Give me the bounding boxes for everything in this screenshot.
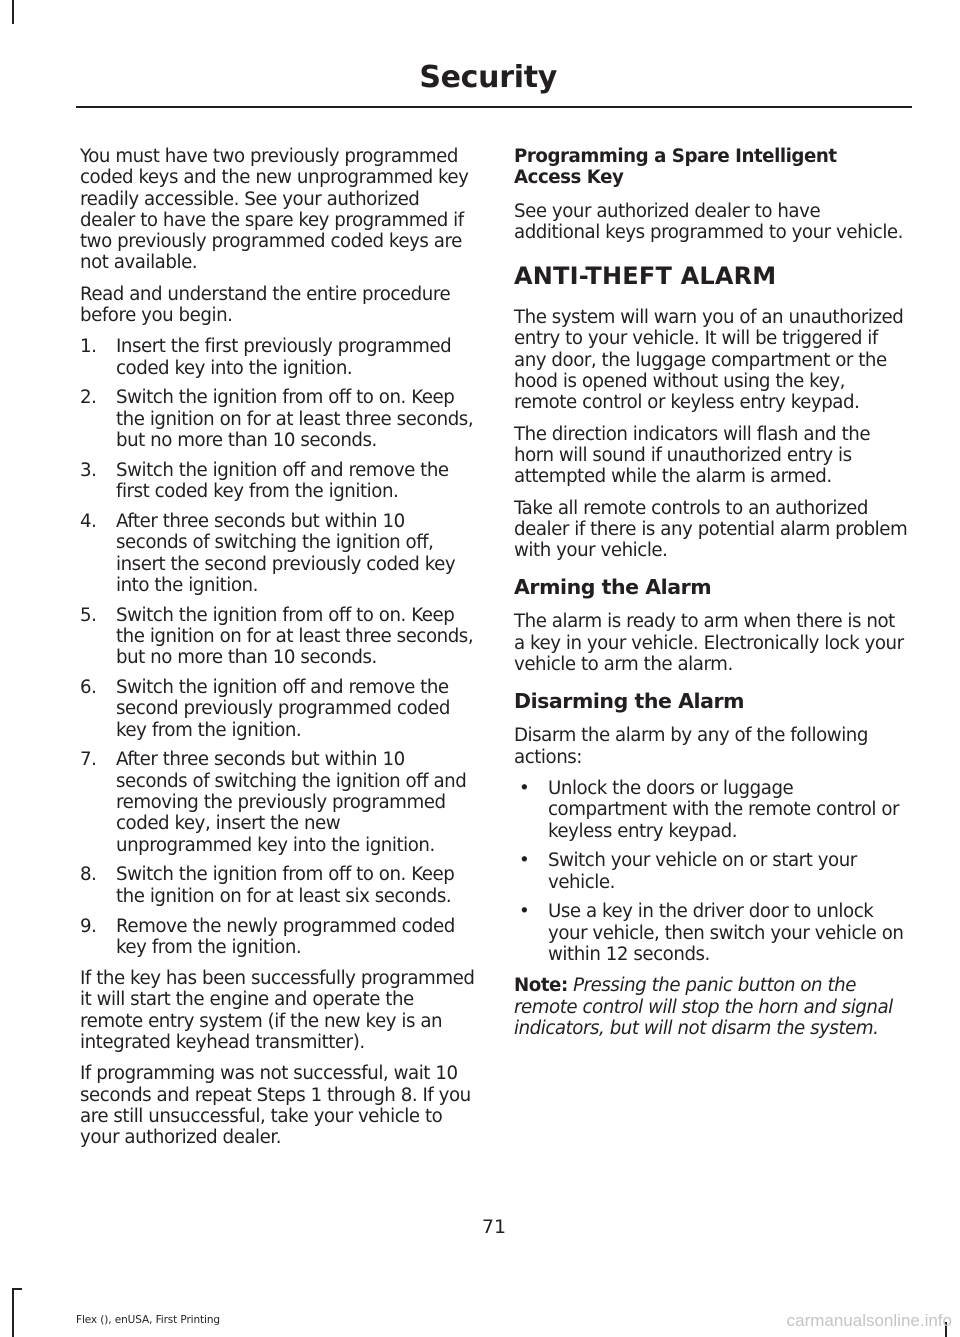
step-item [80, 916, 476, 959]
bullet-icon: • [519, 901, 530, 923]
disarming-list [514, 778, 908, 965]
crop-mark [12, 1288, 14, 1337]
alarm-heading: ANTI-THEFT ALARM [514, 262, 777, 291]
step-number: 9. [80, 915, 97, 937]
list-item-text: Switch your vehicle on or start your vehicle. [548, 850, 857, 893]
step-number: 7. [80, 749, 97, 771]
step-text: Switch the ignition from off to on. Keep the ignition on for at least three seconds, but no more than 10 seconds. [116, 387, 474, 452]
list-item [514, 901, 908, 965]
arming-text: The alarm is ready to arm when there is not a key in your vehicle. Electronically lock your vehicle to arm the alarm. [514, 611, 904, 676]
list-item [514, 850, 908, 893]
watermark-text: carmanualsonline.info [786, 1311, 952, 1330]
outro-paragraph: If programming was not successful, wait 10 seconds and repeat Steps 1 through 8. If you are still unsuccessful, take your vehicle to your authorized dealer. [80, 1063, 471, 1149]
step-text: After three seconds but within 10 seconds of switching the ignition off, insert the second previously coded key into the ignition. [116, 510, 456, 596]
step-item [80, 864, 476, 907]
step-text: After three seconds but within 10 seconds of switching the ignition off and removing the previously programmed coded key, insert the new unprogrammed key into the ignition. [116, 749, 467, 856]
step-item [80, 605, 476, 669]
alarm-paragraph: Take all remote controls to an authorized dealer if there is any potential alarm problem with your vehicle. [514, 497, 908, 562]
alarm-paragraph: The direction indicators will flash and the horn will sound if unauthorized entry is attempted while the alarm is armed. [514, 423, 871, 488]
page-number: 71 [481, 1216, 507, 1238]
step-text: Switch the ignition from off to on. Keep the ignition on for at least six seconds. [116, 864, 455, 907]
crop-mark [12, 0, 14, 24]
step-text: Insert the first previously programmed coded key into the ignition. [116, 336, 452, 379]
alarm-paragraph: The system will warn you of an unauthorized entry to your vehicle. It will be triggered if any door, the luggage compartment or the hood is opened without using the key, remote control or keyless entry keypad. [514, 307, 904, 414]
step-item [80, 387, 476, 451]
list-item-text: Unlock the doors or luggage compartment with the remote control or keyless entry keypad. [548, 777, 900, 842]
intro-paragraph: Read and understand the entire procedure before you begin. [80, 283, 451, 327]
step-text: Switch the ignition off and remove the second previously programmed coded key from the ignition. [116, 677, 450, 741]
header-rule [76, 106, 912, 108]
step-item [80, 511, 476, 596]
disarming-heading: Disarming the Alarm [514, 689, 745, 714]
step-number: 8. [80, 864, 97, 886]
step-number: 4. [80, 510, 97, 532]
step-number: 1. [80, 336, 97, 358]
arming-heading: Arming the Alarm [514, 575, 712, 600]
step-text: Switch the ignition off and remove the first coded key from the ignition. [116, 459, 449, 503]
intro-paragraph: You must have two previously programmed coded keys and the new unprogrammed key readily accessible. See your authorized dealer to have the spare key programmed if two previously programmed coded keys are not available. [80, 146, 469, 274]
step-item [80, 749, 476, 855]
disarming-intro: Disarm the alarm by any of the following actions: [514, 725, 868, 768]
step-item [80, 677, 476, 741]
step-number: 6. [80, 677, 97, 699]
bullet-icon: • [519, 850, 530, 872]
step-item [80, 460, 476, 503]
outro-paragraph: If the key has been successfully programmed it will start the engine and operate the remote entry system (if the new key is an integrated keyhead transmitter). [80, 968, 475, 1053]
note-label: Note: [514, 975, 568, 997]
step-number: 2. [80, 387, 97, 409]
footer-text: Flex (), enUSA, First Printing [76, 1314, 220, 1326]
list-item-text: Use a key in the driver door to unlock your vehicle, then switch your vehicle on within 12 seconds. [548, 901, 904, 966]
step-text: Switch the ignition from off to on. Keep the ignition on for at least three seconds, but no more than 10 seconds. [116, 604, 474, 669]
step-number: 5. [80, 604, 97, 626]
note [514, 975, 908, 1039]
spare-key-text: See your authorized dealer to have additional keys programmed to your vehicle. [514, 200, 903, 243]
section-title: Security [419, 60, 557, 95]
note-text: Pressing the panic button on the remote control will stop the horn and signal indicators, but will not disarm the system. [514, 975, 893, 1039]
step-item [80, 336, 476, 379]
step-number: 3. [80, 459, 97, 481]
bullet-icon: • [519, 777, 530, 799]
left-column [80, 146, 476, 1158]
step-text: Remove the newly programmed coded key from the ignition. [116, 915, 455, 958]
crop-mark [12, 1288, 22, 1290]
spare-key-heading: Programming a Spare Intelligent Access Key [514, 146, 837, 189]
right-column [514, 146, 908, 1049]
list-item [514, 778, 908, 842]
programming-steps [80, 336, 476, 958]
